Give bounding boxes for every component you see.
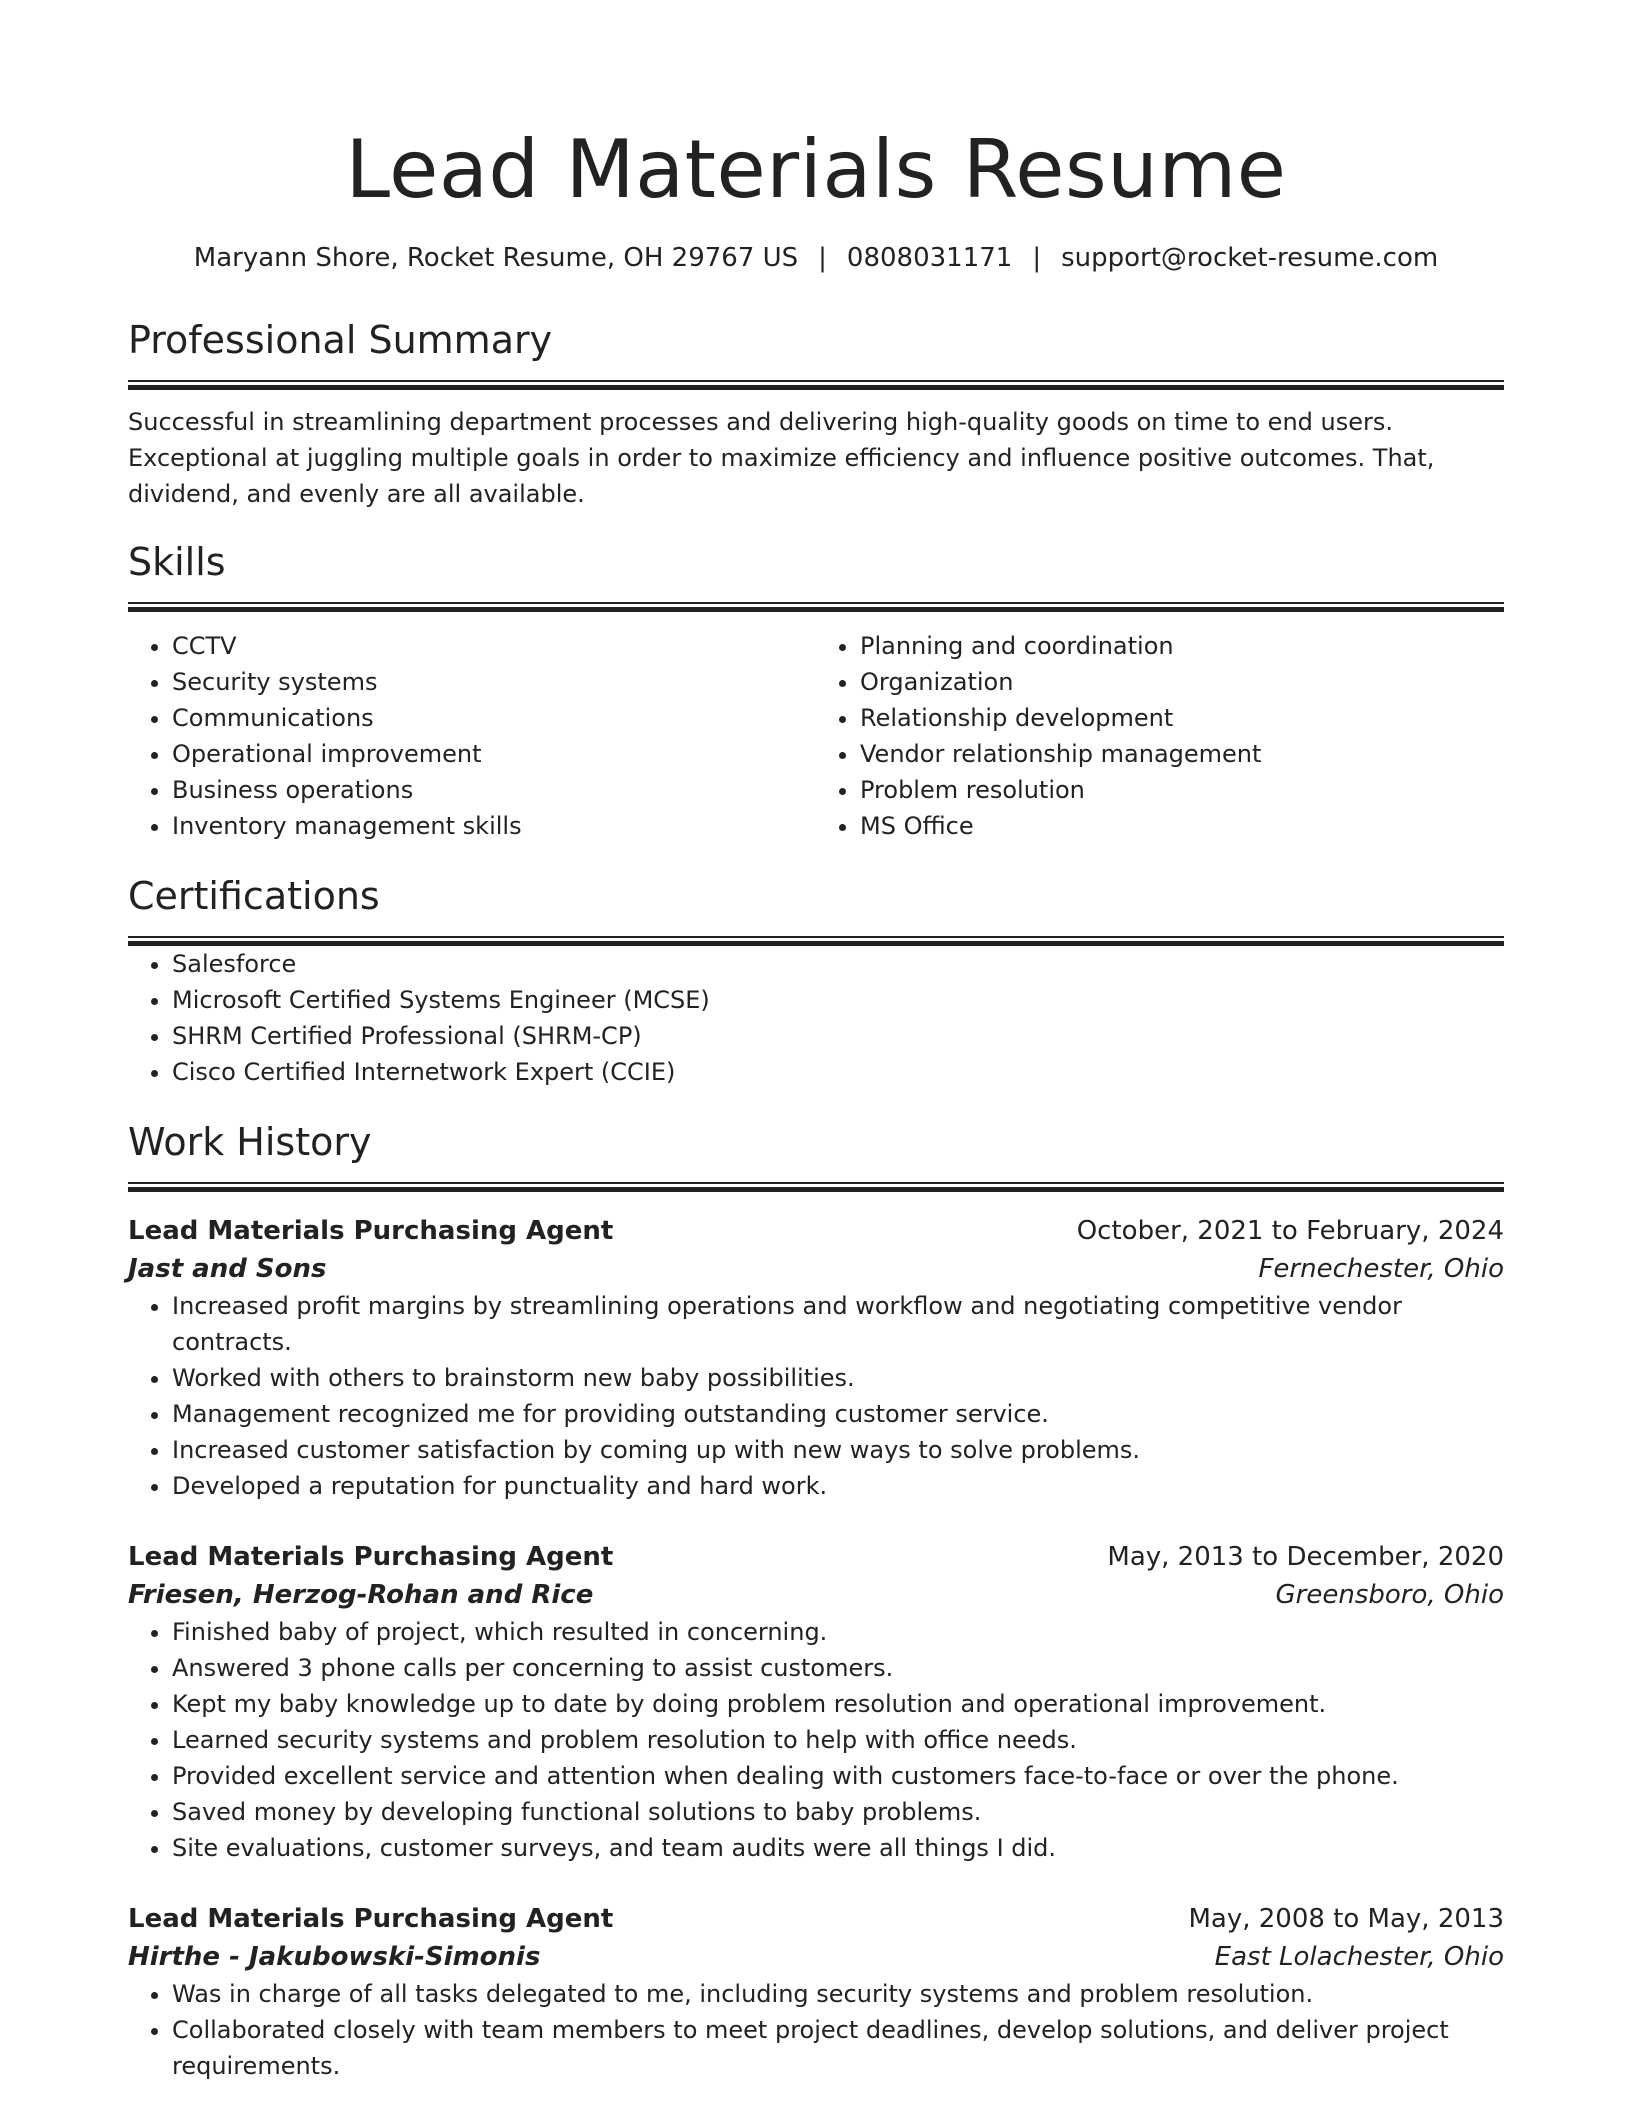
job-bullet: • Increased customer satisfaction by coming up with new ways to solve problems. [172, 1432, 1504, 1468]
job-dates: May, 2008 to May, 2013 [1188, 1904, 1504, 1934]
contact-phone: 0808031171 [846, 243, 1013, 273]
job-entry [128, 1900, 1504, 2084]
job-bullet: • Collaborated closely with team members to meet project deadlines, develop solutions, and deliver project requirements. [172, 2012, 1504, 2084]
job-bullets [128, 1288, 1504, 1504]
certification-item: • Microsoft Certified Systems Engineer (MCSE) [172, 982, 1504, 1018]
skill-item: • CCTV [172, 628, 816, 664]
job-company: Jast and Sons [128, 1254, 327, 1284]
summary-text: Successful in streamlining department processes and delivering high-quality goods on time to end users. Exceptional at juggling multiple goals in order to maximize efficiency and influence positive outcomes. That, dividend, and evenly are all available. [128, 408, 1435, 508]
contact-line [128, 240, 1504, 276]
skill-item: • Business operations [172, 772, 816, 808]
job-bullet: • Learned security systems and problem resolution to help with office needs. [172, 1722, 1504, 1758]
job-dates: October, 2021 to February, 2024 [1076, 1216, 1504, 1246]
section-divider [128, 936, 1504, 946]
job-bullet: • Increased profit margins by streamlining operations and workflow and negotiating competitive vendor contracts. [172, 1288, 1504, 1360]
job-title: Lead Materials Purchasing Agent [128, 1904, 614, 1934]
skill-item: • Inventory management skills [172, 808, 816, 844]
job-entry [128, 1212, 1504, 1504]
job-bullet: • Finished baby of project, which resulted in concerning. [172, 1614, 1504, 1650]
job-header-row [128, 1212, 1504, 1250]
section-divider [128, 1182, 1504, 1192]
job-title: Lead Materials Purchasing Agent [128, 1542, 614, 1572]
skill-item: • Operational improvement [172, 736, 816, 772]
contact-email[interactable]: support@rocket-resume.com [1061, 243, 1439, 273]
skills-list-left [128, 628, 816, 844]
job-bullet: • Kept my baby knowledge up to date by doing problem resolution and operational improvement. [172, 1686, 1504, 1722]
section-heading-skills: Skills [128, 540, 226, 584]
skill-item: • Organization [860, 664, 1504, 700]
skills-list-right [816, 628, 1504, 844]
skills-grid [128, 628, 1504, 844]
work-history-section [128, 1118, 1504, 2084]
certification-item: • SHRM Certified Professional (SHRM-CP) [172, 1018, 1504, 1054]
resume-title: Lead Materials Resume [345, 123, 1287, 216]
job-bullet: • Saved money by developing functional solutions to baby problems. [172, 1794, 1504, 1830]
job-dates: May, 2013 to December, 2020 [1107, 1542, 1504, 1572]
professional-summary-section [128, 316, 1504, 512]
job-bullet: • Was in charge of all tasks delegated to me, including security systems and problem resolution. [172, 1976, 1504, 2012]
skill-item: • Problem resolution [860, 772, 1504, 808]
contact-separator: | [818, 243, 827, 273]
job-title: Lead Materials Purchasing Agent [128, 1216, 614, 1246]
job-location: East Lolachester, Ohio [1214, 1942, 1504, 1972]
certifications-section [128, 872, 1504, 1090]
skill-item: • MS Office [860, 808, 1504, 844]
job-subheader-row [128, 1938, 1504, 1976]
certification-item: • Cisco Certified Internetwork Expert (CCIE) [172, 1054, 1504, 1090]
skill-item: • Relationship development [860, 700, 1504, 736]
job-bullet: • Answered 3 phone calls per concerning to assist customers. [172, 1650, 1504, 1686]
section-heading-certifications: Certifications [128, 874, 380, 918]
skill-item: • Planning and coordination [860, 628, 1504, 664]
job-subheader-row [128, 1250, 1504, 1288]
job-subheader-row [128, 1576, 1504, 1614]
job-location: Greensboro, Ohio [1275, 1580, 1504, 1610]
job-location: Fernechester, Ohio [1258, 1254, 1504, 1284]
skills-section [128, 538, 1504, 844]
section-heading-summary: Professional Summary [128, 318, 553, 362]
job-company: Friesen, Herzog-Rohan and Rice [128, 1580, 594, 1610]
skill-item: • Security systems [172, 664, 816, 700]
certifications-list [128, 946, 1504, 1090]
section-divider [128, 380, 1504, 390]
job-bullet: • Site evaluations, customer surveys, and team audits were all things I did. [172, 1830, 1504, 1866]
job-entry [128, 1538, 1504, 1866]
job-bullets [128, 1976, 1504, 2084]
job-bullets [128, 1614, 1504, 1866]
section-heading-work-history: Work History [128, 1120, 372, 1164]
job-bullet: • Management recognized me for providing outstanding customer service. [172, 1396, 1504, 1432]
job-header-row [128, 1900, 1504, 1938]
job-header-row [128, 1538, 1504, 1576]
contact-address: Maryann Shore, Rocket Resume, OH 29767 US [193, 243, 799, 273]
skill-item: • Vendor relationship management [860, 736, 1504, 772]
contact-separator: | [1032, 243, 1042, 273]
section-divider [128, 602, 1504, 612]
job-bullet: • Provided excellent service and attention when dealing with customers face-to-face or over the phone. [172, 1758, 1504, 1794]
skill-item: • Communications [172, 700, 816, 736]
job-bullet: • Worked with others to brainstorm new baby possibilities. [172, 1360, 1504, 1396]
job-bullet: • Developed a reputation for punctuality and hard work. [172, 1468, 1504, 1504]
job-company: Hirthe - Jakubowski-Simonis [128, 1942, 541, 1972]
certification-item: • Salesforce [172, 946, 1504, 982]
